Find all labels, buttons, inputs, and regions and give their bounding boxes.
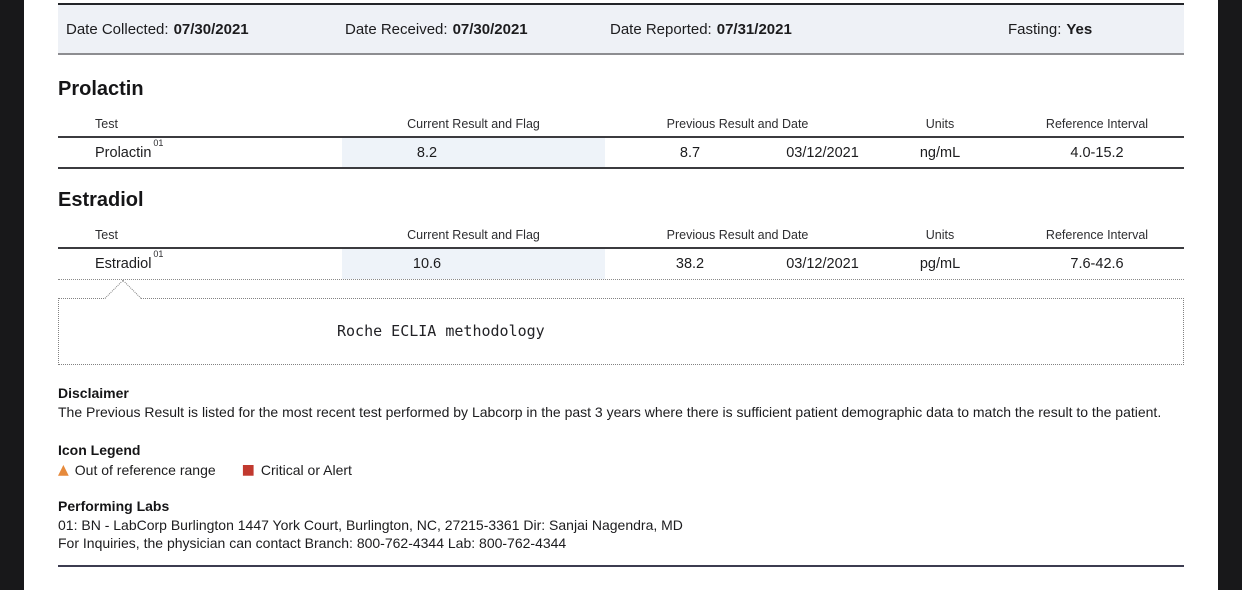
icon-legend-block <box>58 441 1166 479</box>
table-row-prolactin <box>58 138 1184 169</box>
column-header-current-result: Current Result and Flag <box>407 228 540 242</box>
previous-result-cell <box>605 256 870 272</box>
critical-square-icon: ■ <box>241 462 255 478</box>
previous-result-cell <box>605 145 870 161</box>
previous-result-value: 8.7 <box>679 144 701 161</box>
section-title-estradiol: Estradiol <box>58 189 144 211</box>
out-of-range-triangle-icon: ▲ <box>58 462 69 478</box>
performing-lab-reference: 01 <box>153 137 164 148</box>
specimen-dates-bar <box>58 3 1184 55</box>
performing-labs-heading: Performing Labs <box>58 498 170 514</box>
disclaimer-heading: Disclaimer <box>58 385 129 401</box>
test-name-cell <box>58 249 342 272</box>
current-result-value: 10.6 <box>412 256 442 272</box>
icon-legend-row <box>58 461 1166 479</box>
date-reported-field <box>610 5 792 53</box>
table-header-row <box>58 228 1184 249</box>
column-header-reference-interval: Reference Interval <box>1045 228 1149 242</box>
reference-interval-cell: 4.0-15.2 <box>1070 144 1124 161</box>
date-collected-field <box>66 5 249 53</box>
disclaimer-body: The Previous Result is listed for the most recent test performed by Labcorp in the past 3 years where there is sufficient patient demographic data to match the result to the patient. <box>58 404 1162 420</box>
units-cell: pg/mL <box>919 256 961 272</box>
date-collected-label: Date Collected: <box>66 20 169 38</box>
critical-label: Critical or Alert <box>260 462 352 478</box>
prolactin-result-table <box>58 117 1184 169</box>
date-received-label: Date Received: <box>345 20 448 38</box>
inquiries-contact: For Inquiries, the physician can contact Branch: 800-762-4344 Lab: 800-762-4344 <box>58 535 567 551</box>
fasting-value: Yes <box>1066 20 1093 38</box>
units-cell: ng/mL <box>919 144 961 161</box>
column-header-previous-result: Previous Result and Date <box>666 117 809 131</box>
column-header-current-result: Current Result and Flag <box>407 117 540 131</box>
current-result-cell <box>342 138 605 167</box>
column-header-units: Units <box>925 117 955 131</box>
current-result-value: 8.2 <box>416 144 438 161</box>
out-of-range-label: Out of reference range <box>74 462 216 478</box>
date-received-field <box>345 5 528 53</box>
date-reported-label: Date Reported: <box>610 20 712 38</box>
date-received-value: 07/30/2021 <box>452 20 528 38</box>
previous-result-date: 03/12/2021 <box>786 144 859 161</box>
previous-result-value: 38.2 <box>675 256 705 272</box>
methodology-text: Roche ECLIA methodology <box>337 322 545 340</box>
performing-lab-reference: 01 <box>153 249 164 260</box>
column-header-test: Test <box>95 117 118 131</box>
icon-legend-heading: Icon Legend <box>58 442 141 458</box>
page-divider <box>58 565 1184 567</box>
date-collected-value: 07/30/2021 <box>173 20 249 38</box>
reference-interval-cell: 7.6-42.6 <box>1070 256 1124 272</box>
performing-labs-block <box>58 497 1166 552</box>
column-header-reference-interval: Reference Interval <box>1045 117 1149 131</box>
previous-result-date: 03/12/2021 <box>786 256 859 272</box>
section-title-prolactin: Prolactin <box>58 78 144 100</box>
disclaimer-block <box>58 384 1166 421</box>
estradiol-result-table <box>58 228 1184 280</box>
performing-lab-address: 01: BN - LabCorp Burlington 1447 York Court, Burlington, NC, 27215-3361 Dir: Sanjai Nagendra, MD <box>58 517 683 533</box>
table-row-estradiol <box>58 249 1184 280</box>
test-name: Prolactin <box>95 144 152 161</box>
lab-report-page <box>24 0 1218 590</box>
column-header-units: Units <box>925 228 955 242</box>
table-header-row <box>58 117 1184 138</box>
test-name-cell <box>58 137 342 161</box>
methodology-callout-box <box>58 298 1184 365</box>
test-name: Estradiol <box>95 256 152 272</box>
fasting-field <box>1008 5 1092 53</box>
column-header-test: Test <box>95 228 118 242</box>
current-result-cell <box>342 249 605 279</box>
fasting-label: Fasting: <box>1008 20 1062 38</box>
column-header-previous-result: Previous Result and Date <box>666 228 809 242</box>
date-reported-value: 07/31/2021 <box>716 20 792 38</box>
